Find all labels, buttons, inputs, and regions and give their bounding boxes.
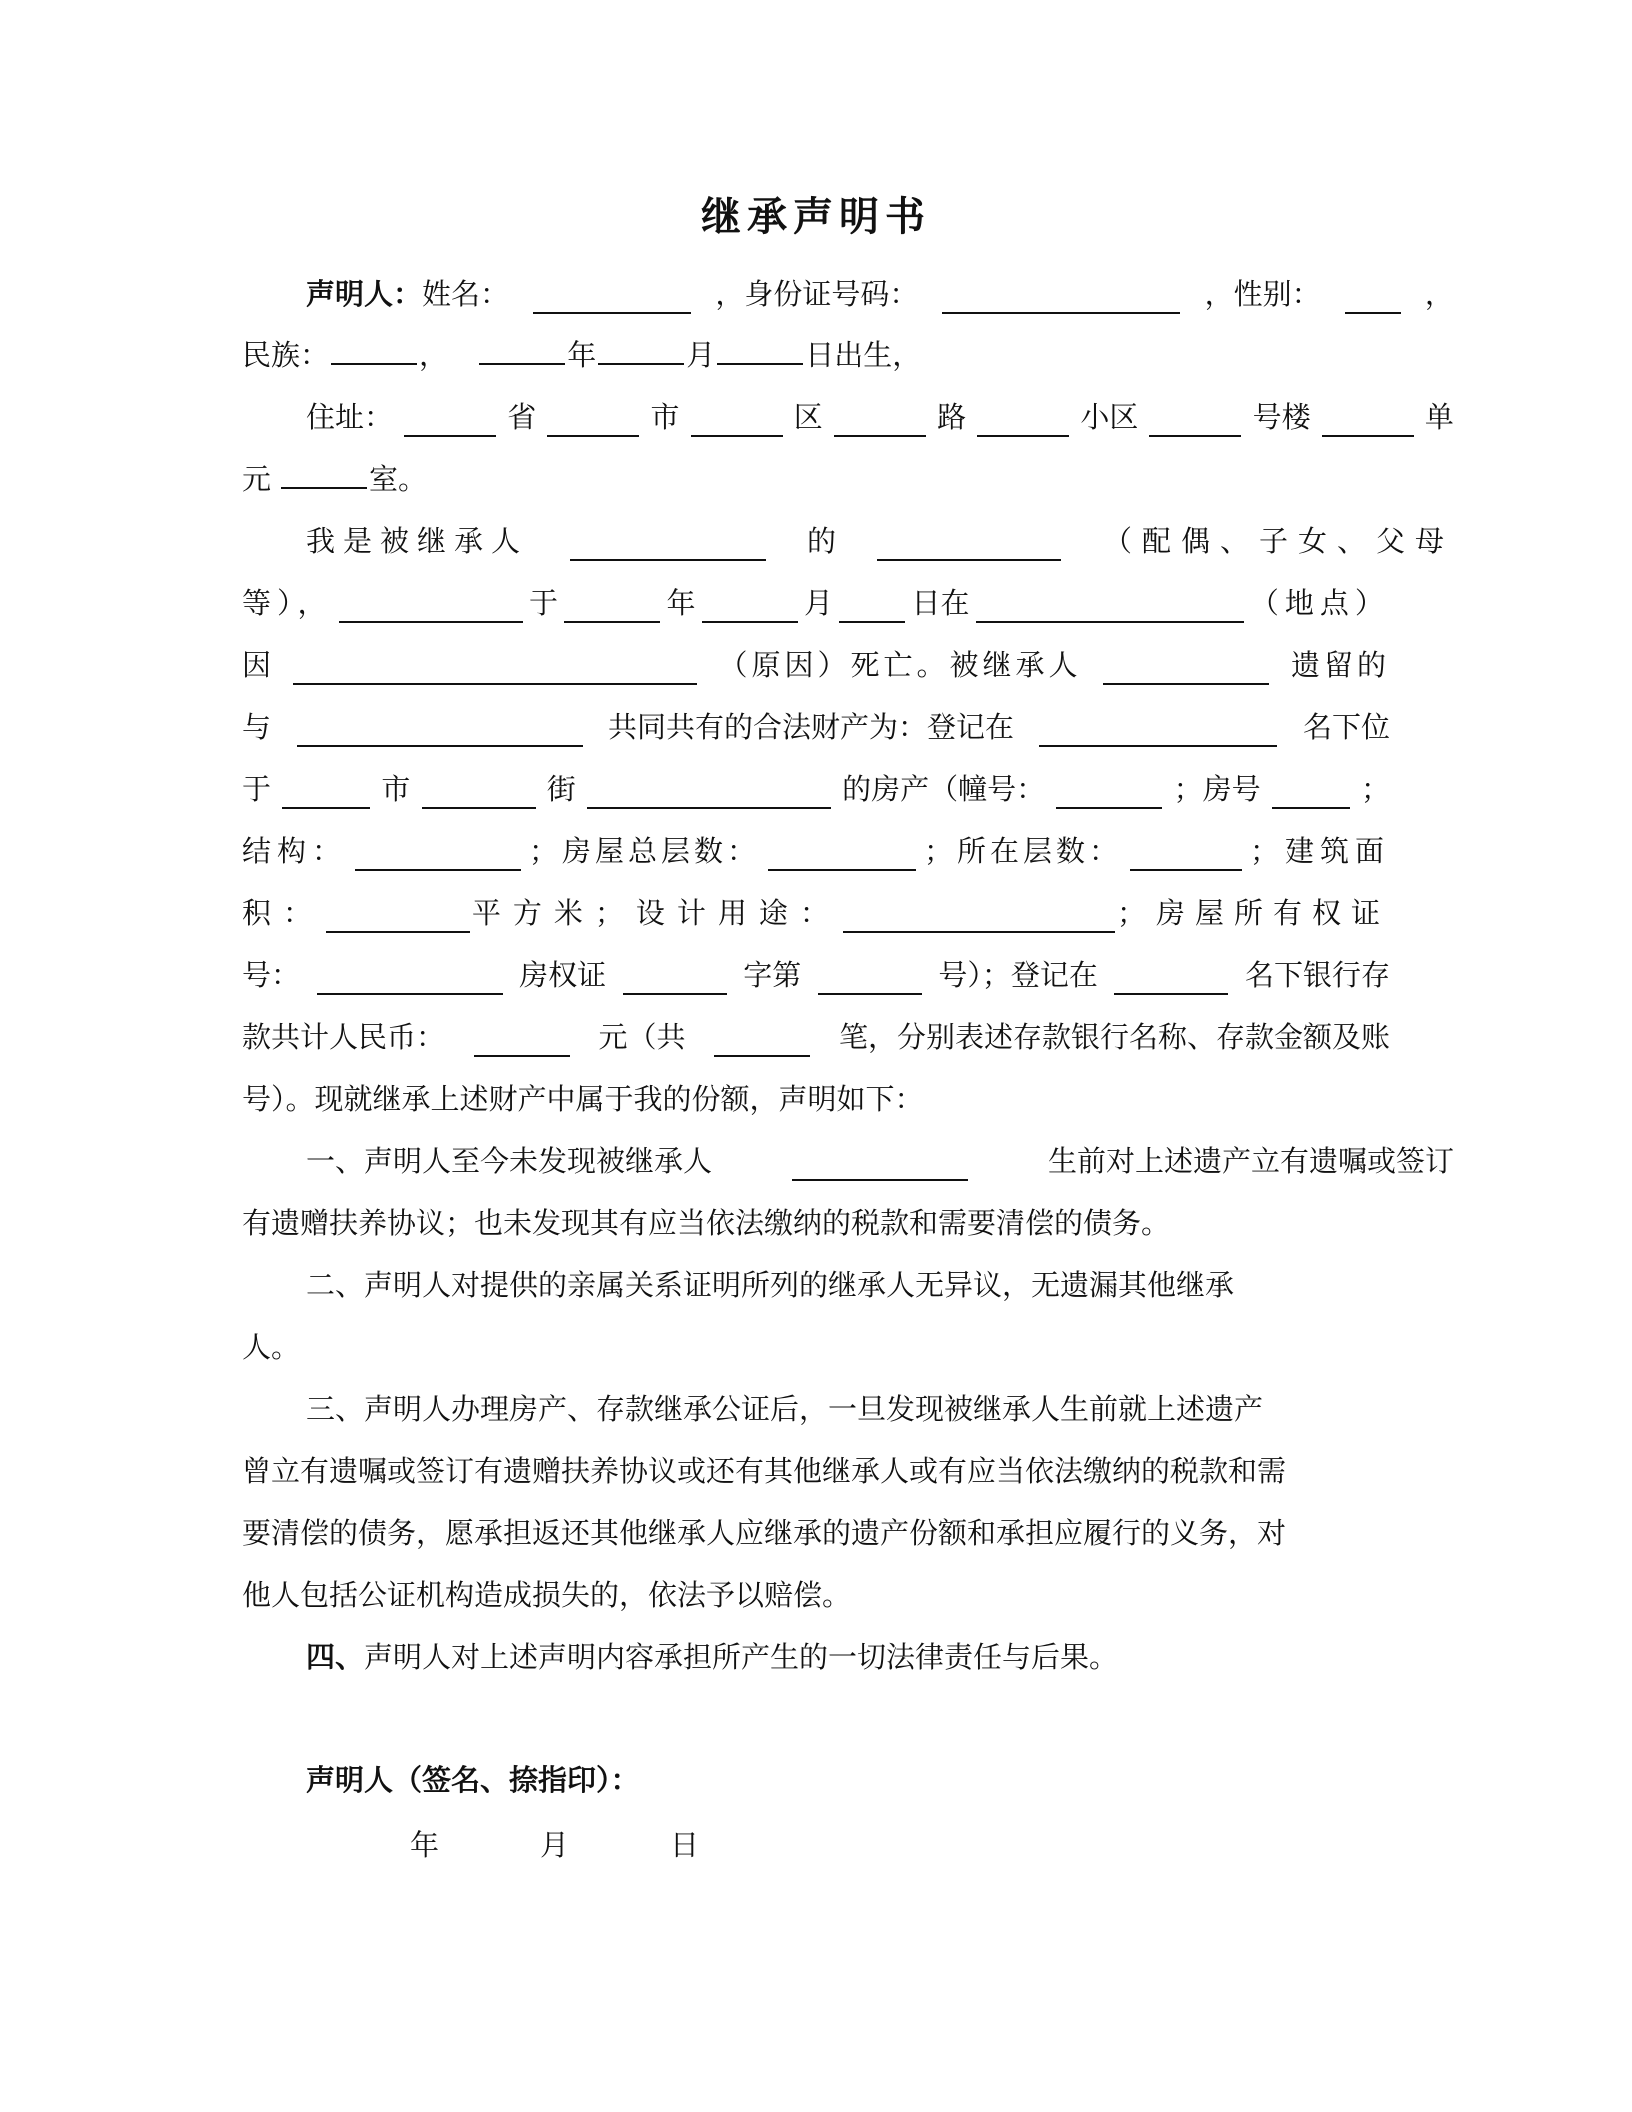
birth-month-blank[interactable] <box>598 335 684 365</box>
gender-label: ，性别： <box>1204 277 1321 311</box>
city-blank[interactable] <box>547 407 639 437</box>
text-segment: 名下位 <box>1302 710 1390 744</box>
co-owner-blank[interactable] <box>297 717 583 747</box>
birth-day-blank[interactable] <box>717 335 803 365</box>
unit-label-cont: 元 <box>242 462 272 496</box>
ethnicity-label: 民族： <box>242 338 330 372</box>
text-segment: 结构： <box>242 834 348 868</box>
community-label: 小区 <box>1080 400 1139 434</box>
death-day-blank[interactable] <box>839 593 905 623</box>
paragraph-line <box>242 893 1390 933</box>
clause-one-line <box>242 1141 1454 1181</box>
text-segment: 于 <box>242 772 272 806</box>
room-label: 室。 <box>369 462 428 496</box>
id-number-label: ，身份证号码： <box>715 277 919 311</box>
street-blank[interactable] <box>422 779 536 809</box>
paragraph-line <box>242 1017 1390 1057</box>
text-segment: 号）；登记在 <box>938 958 1098 992</box>
text-segment: 的 <box>806 524 836 558</box>
ethnicity-birth-line <box>242 335 1390 375</box>
paragraph-line: 号）。现就继承上述财产中属于我的份额，声明如下： <box>242 1082 924 1116</box>
text-segment: ；所在层数： <box>923 834 1122 868</box>
relation-blank[interactable] <box>877 531 1061 561</box>
text-segment: 等）， <box>242 586 333 620</box>
registrant-blank[interactable] <box>1039 717 1277 747</box>
deposit-count-blank[interactable] <box>714 1027 810 1057</box>
text-segment: 积： <box>242 896 325 930</box>
text-segment: 共同共有的合法财产为：登记在 <box>607 710 1014 744</box>
structure-blank[interactable] <box>355 841 521 871</box>
text-segment: ； <box>1360 772 1390 806</box>
text-segment: 笔，分别表述存款银行名称、存款金额及账 <box>838 1020 1390 1054</box>
text-segment: 因 <box>242 648 272 682</box>
paragraph-line: 要清偿的债务，愿承担返还其他继承人应继承的遗产份额和承担应履行的义务，对 <box>242 1516 1287 1550</box>
month-label: 月 <box>686 338 716 372</box>
clause-four-line <box>242 1637 1454 1677</box>
paragraph-line: 人。 <box>242 1330 301 1364</box>
day-birth-label: 日出生， <box>805 338 922 372</box>
text-segment: 声明人对上述声明内容承担所产生的一切法律责任与后果。 <box>364 1640 1119 1674</box>
text-segment: 字第 <box>743 958 802 992</box>
text-segment: 的房产（幢号： <box>842 772 1046 806</box>
decedent-name-blank[interactable] <box>570 531 766 561</box>
text-segment: 街 <box>546 772 576 806</box>
address-line <box>242 397 1454 437</box>
paragraph-line <box>242 769 1390 809</box>
paragraph-line <box>242 521 1454 561</box>
building-blank[interactable] <box>1149 407 1241 437</box>
comma: ， <box>1424 277 1454 311</box>
address-label: 住址： <box>306 400 394 434</box>
decedent-blank-2[interactable] <box>1103 655 1269 685</box>
text-segment: （配偶、子女、父母 <box>1102 524 1454 558</box>
decedent-blank[interactable] <box>339 593 523 623</box>
city-label: 市 <box>650 400 680 434</box>
text-segment: 遗留的 <box>1290 648 1390 682</box>
community-blank[interactable] <box>977 407 1069 437</box>
declarant-label: 声明人： <box>306 277 423 311</box>
gender-blank[interactable] <box>1345 284 1401 314</box>
purpose-blank[interactable] <box>843 903 1115 933</box>
paragraph-line <box>242 707 1390 747</box>
declarant-info-line <box>242 274 1454 314</box>
certificate-number-blank[interactable] <box>818 965 922 995</box>
paragraph-line <box>242 831 1390 871</box>
text-segment: 元（共 <box>598 1020 686 1054</box>
birth-year-blank[interactable] <box>479 335 565 365</box>
text-segment: 于 <box>528 586 558 620</box>
paragraph-line <box>242 583 1390 623</box>
decedent-blank-3[interactable] <box>792 1151 968 1181</box>
paragraph-line: 他人包括公证机构造成损失的，依法予以赔偿。 <box>242 1578 852 1612</box>
province-blank[interactable] <box>404 407 496 437</box>
address-line-cont <box>242 459 1390 499</box>
id-number-blank[interactable] <box>942 284 1180 314</box>
paragraph-line <box>242 645 1390 685</box>
death-cause-blank[interactable] <box>293 655 697 685</box>
name-blank[interactable] <box>533 284 691 314</box>
text-segment: 市 <box>381 772 411 806</box>
text-segment: 日在 <box>911 586 970 620</box>
building-label: 号楼 <box>1252 400 1311 434</box>
name-label: 姓名： <box>422 277 510 311</box>
sign-day-label: 日 <box>670 1828 700 1862</box>
deposit-amount-blank[interactable] <box>474 1027 570 1057</box>
text-segment: 一、声明人至今未发现被继承人 <box>306 1144 713 1178</box>
text-segment: （原因）死亡。被继承人 <box>718 648 1082 682</box>
document-title: 继承声明书 <box>701 193 931 240</box>
sign-month-label: 月 <box>540 1828 570 1862</box>
floor-blank[interactable] <box>1130 841 1242 871</box>
text-segment: 年 <box>666 586 696 620</box>
year-label: 年 <box>567 338 597 372</box>
text-segment: 平方米；设计用途： <box>471 896 841 930</box>
certificate-word-blank[interactable] <box>623 965 727 995</box>
comma: ， <box>419 338 449 372</box>
area-blank[interactable] <box>326 903 470 933</box>
total-floors-blank[interactable] <box>768 841 916 871</box>
text-segment: 号： <box>242 958 301 992</box>
death-month-blank[interactable] <box>702 593 798 623</box>
road-label: 路 <box>937 400 967 434</box>
district-blank[interactable] <box>691 407 783 437</box>
paragraph-line <box>242 955 1390 995</box>
text-segment: 房权证 <box>519 958 607 992</box>
clause-two-line: 二、声明人对提供的亲属关系证明所列的继承人无异议，无遗漏其他继承 <box>306 1268 1235 1302</box>
paragraph-line: 有遗赠扶养协议；也未发现其有应当依法缴纳的税款和需要清偿的债务。 <box>242 1206 1171 1240</box>
building-no-blank[interactable] <box>1056 779 1162 809</box>
district-label: 区 <box>793 400 823 434</box>
text-segment: 与 <box>242 710 272 744</box>
province-label: 省 <box>507 400 537 434</box>
unit-blank[interactable] <box>1322 407 1414 437</box>
death-year-blank[interactable] <box>564 593 660 623</box>
text-segment: ；建筑面 <box>1249 834 1390 868</box>
street-detail-blank[interactable] <box>587 779 831 809</box>
property-city-blank[interactable] <box>282 779 370 809</box>
room-no-blank[interactable] <box>1272 779 1350 809</box>
text-segment: 生前对上述遗产立有遗嘱或签订 <box>1047 1144 1454 1178</box>
text-segment: 我是被继承人 <box>306 524 529 558</box>
signature-label: 声明人（签名、捺指印）： <box>306 1763 640 1797</box>
text-segment: 月 <box>803 586 833 620</box>
paragraph-line: 曾立有遗嘱或签订有遗赠扶养协议或还有其他继承人或有应当依法缴纳的税款和需 <box>242 1454 1287 1488</box>
unit-label: 单 <box>1424 400 1454 434</box>
text-segment: 名下银行存 <box>1244 958 1390 992</box>
text-segment: （地点） <box>1249 586 1390 620</box>
certificate-no-blank[interactable] <box>317 965 503 995</box>
text-segment: 款共计人民币： <box>242 1020 446 1054</box>
text-segment: ；房屋所有权证 <box>1116 896 1390 930</box>
ethnicity-blank[interactable] <box>331 335 417 365</box>
clause-three-line: 三、声明人办理房产、存款继承公证后，一旦发现被继承人生前就上述遗产 <box>306 1392 1264 1426</box>
text-segment: ；房号 <box>1173 772 1261 806</box>
account-holder-blank[interactable] <box>1114 965 1228 995</box>
road-blank[interactable] <box>834 407 926 437</box>
text-segment: 四、 <box>306 1640 365 1674</box>
text-segment: ；房屋总层数： <box>528 834 760 868</box>
sign-year-label: 年 <box>410 1828 440 1862</box>
death-place-blank[interactable] <box>976 593 1244 623</box>
room-blank[interactable] <box>281 459 367 489</box>
